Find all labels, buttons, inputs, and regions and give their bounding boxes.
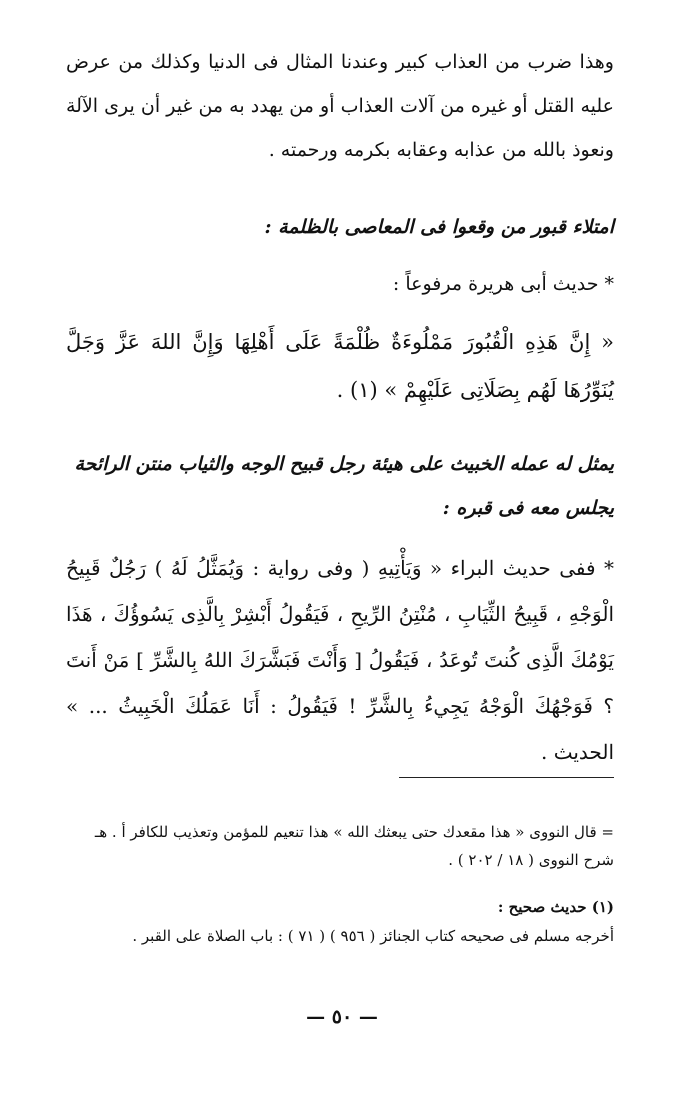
hadith-intro-line: * حديث أبى هريرة مرفوعاً :	[392, 273, 614, 295]
footnote-1-title: (١) حديث صحيح :	[497, 898, 614, 916]
section-heading-evil-deed: يمثل له عمله الخبيث على هيئة رجل قبيح الوجه والثياب منتن الرائحة يجلس معه فى قبره :	[74, 453, 614, 519]
bara-hadith-paragraph: * ففى حديث البراء « وَيَأْتِيهِ ( وفى رواية : وَيُمَثَّلُ لَهُ ) رَجُلٌ قَبِيحُ الْوَجْهِ ، قَبِيحُ الثِّيَابِ ، مُنْتِنُ الرِّيحِ ، فَيَقُولُ أَبْشِرْ بِالَّذِى يَسُوؤُكَ ، هَذَا يَوْمُكَ الَّذِى كُنتَ تُوعَدُ ، فَيَقُولُ [ وَأَنْتَ فَبَشَّرَكَ اللهُ بِالشَّرِّ ] مَنْ أَنتَ ؟ فَوَجْهُكَ الْوَجْهُ يَجِيءُ بِالشَّرِّ ! فَيَقُولُ : أَنَا عَمَلُكَ الْخَبِيثُ ... » الحديث .	[66, 556, 614, 764]
hadith-quote: « إِنَّ هَذِهِ الْقُبُورَ مَمْلُوءَةٌ ظُلْمَةً عَلَى أَهْلِهَا وَإِنَّ اللهَ عَزَّ وَجَلَّ يُنَوِّرُهَا لَهُم بِصَلَاتِى عَلَيْهِمْ » (١) .	[66, 330, 614, 402]
section-heading-darkness: امتلاء قبور من وقعوا فى المعاصى بالظلمة :	[264, 216, 614, 238]
footnote-1-text: أخرجه مسلم فى صحيحه كتاب الجنائز ( ٩٥٦ ) ( ٧١ ) : باب الصلاة على القبر .	[132, 927, 614, 945]
intro-paragraph: وهذا ضرب من العذاب كبير وعندنا المثال فى الدنيا وكذلك من عرض عليه القتل أو غيره من آلات العذاب أو من يهدد به من غير أن يرى الآلة ونعوذ بالله من عذابه وعقابه بكرمه ورحمته .	[66, 51, 614, 161]
footnote-continuation: = قال النووى « هذا مقعدك حتى يبعثك الله » هذا تنعيم للمؤمن وتعذيب للكافر أ . هـ شرح النووى ( ١٨ / ٢٠٢ ) .	[94, 823, 614, 869]
page-number: — ٥٠ —	[306, 1006, 378, 1028]
footnote-separator	[399, 777, 614, 778]
